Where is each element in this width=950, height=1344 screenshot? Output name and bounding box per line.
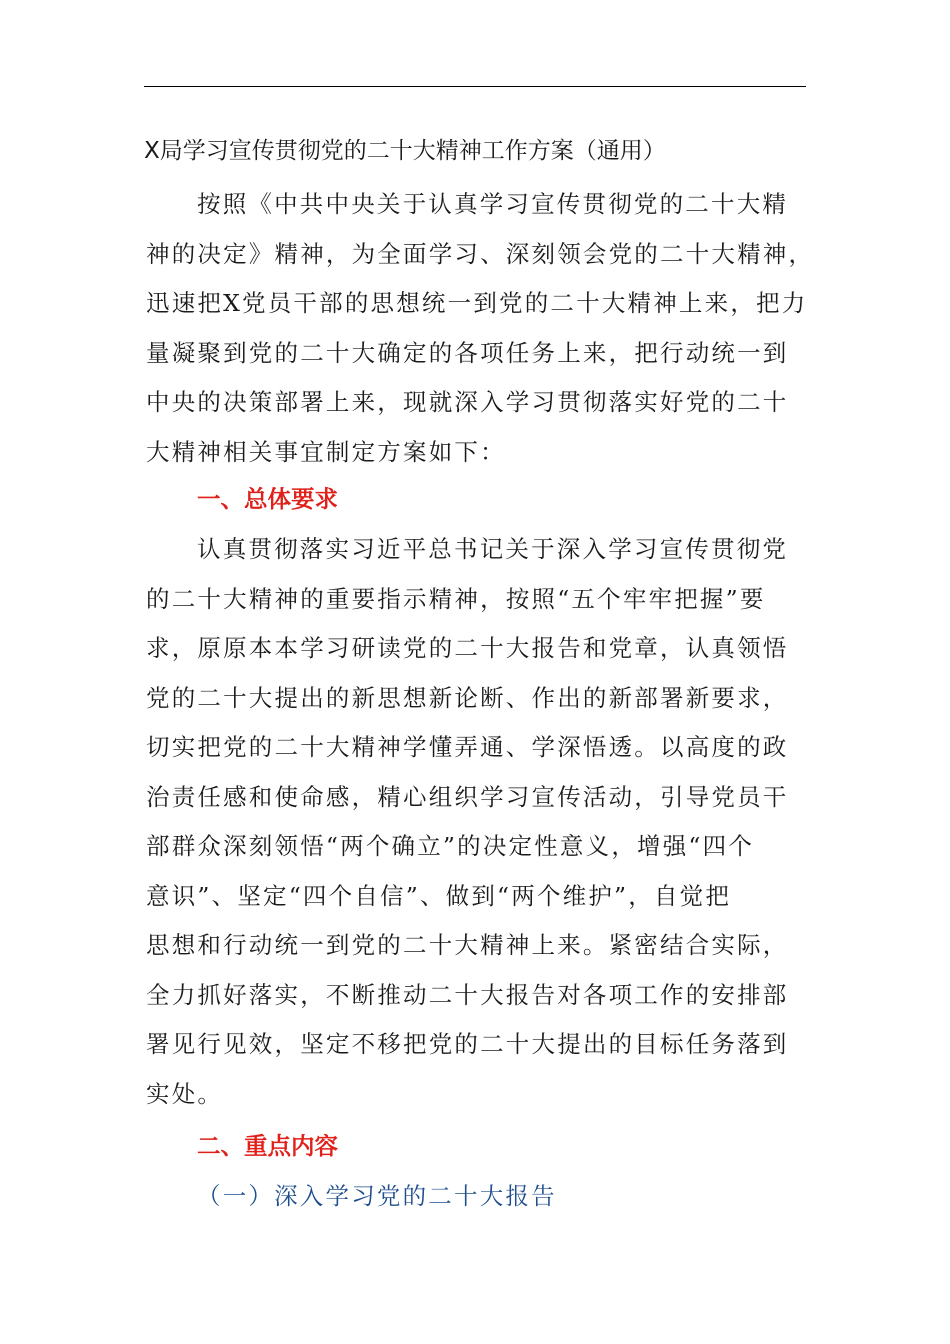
document-title: X局学习宣传贯彻党的二十大精神工作方案（通用） [144, 138, 666, 164]
paragraph-line: 大精神相关事宜制定方案如下： [146, 437, 506, 466]
section-heading-key-content: 二、重点内容 [197, 1132, 338, 1160]
paragraph-line: 按照《中共中央关于认真学习宣传贯彻党的二十大精 [197, 190, 789, 218]
paragraph-line: 迅速把X党员干部的思想统一到党的二十大精神上来，把力 [146, 289, 808, 317]
section-heading-overall-requirements: 一、总体要求 [197, 485, 338, 513]
header-rule [144, 86, 806, 87]
paragraph-line: 全力抓好落实，不断推动二十大报告对各项工作的安排部 [146, 980, 789, 1009]
paragraph-line: 治责任感和使命感，精心组织学习宣传活动，引导党员干 [146, 782, 789, 811]
paragraph-line: 切实把党的二十大精神学懂弄通、学深悟透。以高度的政 [146, 733, 789, 761]
paragraph-line: 认真贯彻落实习近平总书记关于深入学习宣传贯彻党 [197, 535, 789, 563]
section1-paragraph [146, 525, 808, 1119]
paragraph-line: 思想和行动统一到党的二十大精神上来。紧密结合实际， [146, 931, 789, 959]
paragraph-line: 实处。 [146, 1079, 224, 1108]
paragraph-line: 部群众深刻领悟“两个确立”的决定性意义，增强“四个 [146, 832, 755, 860]
paragraph-line: 量凝聚到党的二十大确定的各项任务上来，把行动统一到 [146, 338, 789, 367]
paragraph-line: 神的决定》精神，为全面学习、深刻领会党的二十大精神， [146, 239, 815, 268]
paragraph-line: 党的二十大提出的新思想新论断、作出的新部署新要求， [146, 683, 789, 712]
subsection-heading-study-report: （一）深入学习党的二十大报告 [197, 1182, 557, 1210]
paragraph-line: 中央的决策部署上来，现就深入学习贯彻落实好党的二十 [146, 388, 789, 416]
paragraph-line: 的二十大精神的重要指示精神，按照“五个牢牢把握”要 [146, 584, 766, 613]
paragraph-line: 意识”、坚定“四个自信”、做到“两个维护”，自觉把 [146, 881, 732, 910]
paragraph-line: 署见行见效，坚定不移把党的二十大提出的目标任务落到 [146, 1030, 789, 1058]
intro-paragraph [146, 180, 815, 477]
paragraph-line: 求，原原本本学习研读党的二十大报告和党章，认真领悟 [146, 634, 789, 662]
